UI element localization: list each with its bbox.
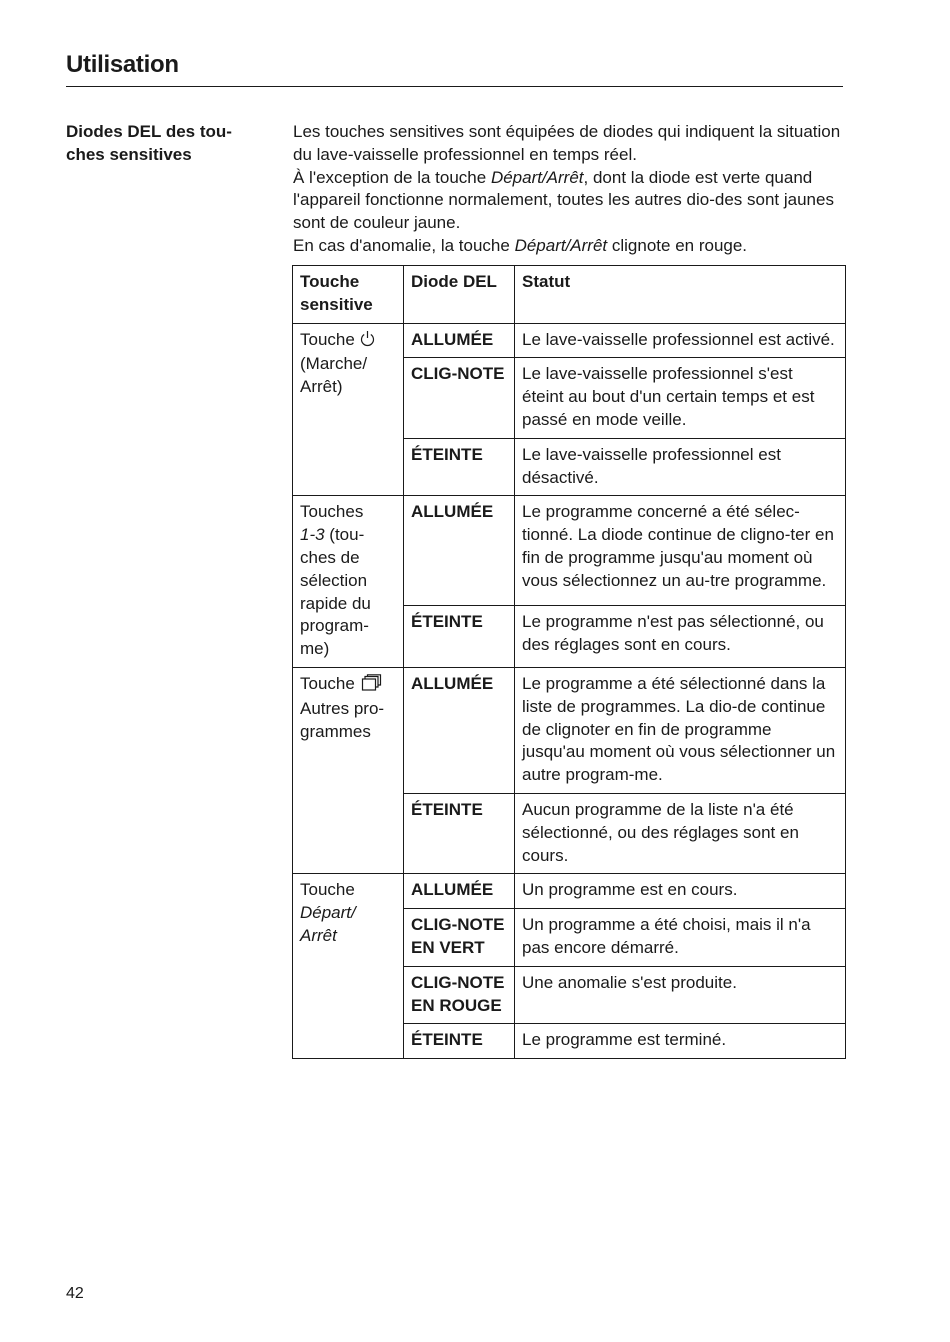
led-status-table [292, 265, 846, 1059]
led-state: ALLUMÉE [404, 323, 515, 358]
status-text: Le lave-vaisselle professionnel s'est éteint au bout d'un certain temps et est passé en mode veille. [515, 358, 846, 438]
status-text: Une anomalie s'est produite. [515, 966, 846, 1024]
table-row [293, 323, 846, 358]
power-icon [360, 330, 375, 354]
led-state: CLIG-NOTE EN ROUGE [404, 966, 515, 1024]
intro-paragraph-1: Les touches sensitives sont équipées de diodes qui indiquent la situation du lave-vaisselle professionnel en temps réel. [293, 122, 841, 164]
header-led: Diode DEL [404, 266, 515, 324]
led-state: ÉTEINTE [404, 1024, 515, 1059]
status-text: Un programme a été choisi, mais il n'a pas encore démarré. [515, 909, 846, 967]
page-number: 42 [66, 1285, 84, 1302]
status-text: Le lave-vaisselle professionnel est désactivé. [515, 438, 846, 496]
intro-text [293, 121, 853, 258]
status-text: Le programme est terminé. [515, 1024, 846, 1059]
header-status: Statut [515, 266, 846, 324]
section-heading-line-2: ches sensitives [66, 144, 192, 164]
table-row [293, 496, 846, 606]
table-header-row [293, 266, 846, 324]
intro-paragraph-3: En cas d'anomalie, la touche Départ/Arrêt clignote en rouge. [293, 235, 748, 255]
status-text: Le programme n'est pas sélectionné, ou des réglages sont en cours. [515, 606, 846, 667]
header-touch: Touche sensitive [293, 266, 404, 324]
programs-list-icon [360, 674, 382, 698]
led-state: CLIG-NOTE [404, 358, 515, 438]
section-heading-line-1: Diodes DEL des tou- [66, 122, 232, 141]
table-row [293, 667, 846, 793]
led-state: ÉTEINTE [404, 793, 515, 873]
status-text: Le programme a été sélectionné dans la liste de programmes. La dio-de continue de clignoter en fin de programme jusqu'au moment où vous sélectionner un autre program-me. [515, 667, 846, 793]
status-text: Un programme est en cours. [515, 874, 846, 909]
section-heading [66, 121, 266, 167]
intro-paragraph-2: À l'exception de la touche Départ/Arrêt, dont la diode est verte quand l'appareil fonctionne normalement, toutes les autres dio-des sont jaunes sont de couleur jaune. [293, 167, 834, 233]
status-text: Le programme concerné a été sélec-tionné. La diode continue de cligno-ter en fin de programme jusqu'au moment où vous sélectionnez un au-tre programme. [515, 496, 846, 606]
led-state: ALLUMÉE [404, 874, 515, 909]
status-text: Le lave-vaisselle professionnel est activé. [515, 323, 846, 358]
touch-cell-start-stop: Touche Départ/ Arrêt [293, 874, 404, 1059]
table-row [293, 874, 846, 909]
title-divider [66, 86, 843, 87]
page-title: Utilisation [66, 51, 179, 78]
led-state: ALLUMÉE [404, 667, 515, 793]
status-text: Aucun programme de la liste n'a été sélectionné, ou des réglages sont en cours. [515, 793, 846, 873]
touch-cell-other-programs: Touche Autres pro-grammes [293, 667, 404, 873]
led-state: CLIG-NOTE EN VERT [404, 909, 515, 967]
led-state: ÉTEINTE [404, 438, 515, 496]
touch-cell-quick-select: Touches 1-3 (tou-ches de sélection rapide du program-me) [293, 496, 404, 668]
led-state: ALLUMÉE [404, 496, 515, 606]
touch-cell-power: Touche (Marche/ Arrêt) [293, 323, 404, 496]
led-state: ÉTEINTE [404, 606, 515, 667]
